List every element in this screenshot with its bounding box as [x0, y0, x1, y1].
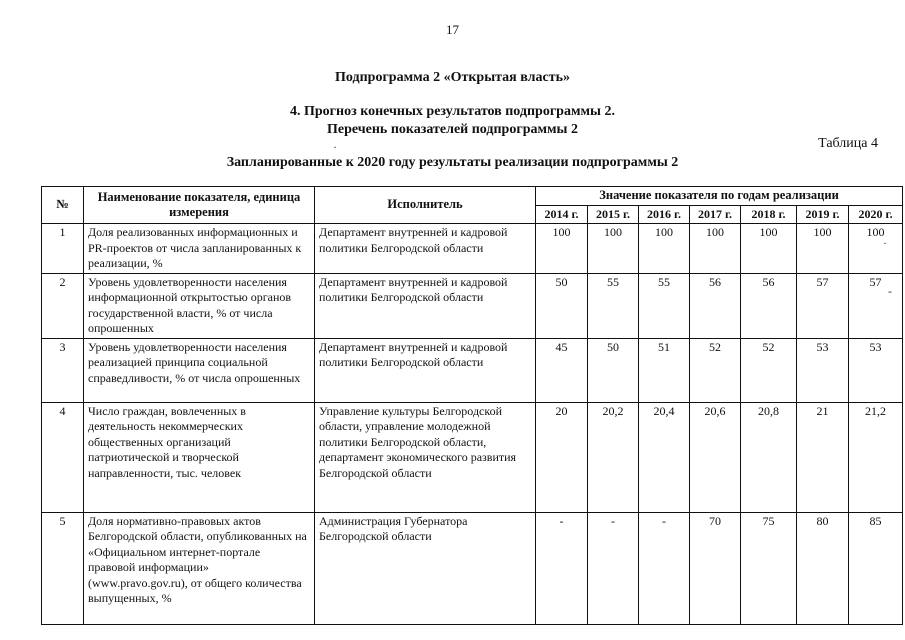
- row-number: 4: [42, 402, 84, 512]
- value-cell: 21,2: [849, 402, 903, 512]
- table-row: [42, 338, 903, 402]
- header-year: 2018 г.: [741, 205, 797, 224]
- value-cell: 100: [690, 224, 741, 274]
- table-row: [42, 273, 903, 338]
- value-cell: 21: [797, 402, 849, 512]
- value-cell: -: [639, 512, 690, 624]
- value-cell: 53: [797, 338, 849, 402]
- table-row: [42, 512, 903, 624]
- value-cell: 75: [741, 512, 797, 624]
- section-title-line-1: 4. Прогноз конечных результатов подпрограммы 2.: [290, 104, 615, 119]
- row-number: 2: [42, 273, 84, 338]
- value-cell: 56: [741, 273, 797, 338]
- value-cell: 100: [588, 224, 639, 274]
- value-cell: 100: [797, 224, 849, 274]
- scan-dot: ·: [883, 236, 887, 250]
- value-cell: 56: [690, 273, 741, 338]
- value-cell: 85: [849, 512, 903, 624]
- value-cell: 57: [797, 273, 849, 338]
- value-cell: 50: [588, 338, 639, 402]
- value-cell: 55: [588, 273, 639, 338]
- indicator-name: Доля нормативно-правовых актов Белгородской области, опубликованных на «Официальном интернет-портале правовой информации» (www.pravo.gov.ru), от общего количества выпущенных, %: [84, 512, 315, 624]
- page-number: 17: [446, 22, 459, 37]
- header-executor: Исполнитель: [315, 187, 536, 224]
- value-cell: 45: [536, 338, 588, 402]
- executor: Департамент внутренней и кадровой политики Белгородской области: [315, 224, 536, 274]
- header-values-group: Значение показателя по годам реализации: [536, 187, 903, 206]
- section-title-line-2: Перечень показателей подпрограммы 2: [327, 122, 578, 137]
- scan-dot: ·: [333, 140, 337, 154]
- header-num: №: [42, 187, 84, 224]
- value-cell: 100: [741, 224, 797, 274]
- table-label: Таблица 4: [818, 136, 878, 151]
- executor: Департамент внутренней и кадровой политики Белгородской области: [315, 338, 536, 402]
- header-year: 2020 г.: [849, 205, 903, 224]
- value-cell: 20,6: [690, 402, 741, 512]
- value-cell: 53: [849, 338, 903, 402]
- indicator-name: Уровень удовлетворенности населения информационной открытостью органов государственной власти, % от числа опрошенных: [84, 273, 315, 338]
- value-cell: 70: [690, 512, 741, 624]
- results-table: [41, 186, 903, 625]
- value-cell: 20,4: [639, 402, 690, 512]
- header-row-top: [42, 187, 903, 206]
- row-number: 3: [42, 338, 84, 402]
- value-cell: 100: [536, 224, 588, 274]
- value-cell: 52: [741, 338, 797, 402]
- table-row: [42, 224, 903, 274]
- value-cell: -: [588, 512, 639, 624]
- value-cell: 51: [639, 338, 690, 402]
- value-cell: 100: [849, 224, 903, 274]
- header-year: 2015 г.: [588, 205, 639, 224]
- value-cell: 20,2: [588, 402, 639, 512]
- header-year: 2016 г.: [639, 205, 690, 224]
- executor: Администрация Губернатора Белгородской области: [315, 512, 536, 624]
- table-row: [42, 402, 903, 512]
- value-cell: 57: [849, 273, 903, 338]
- header-year: 2019 г.: [797, 205, 849, 224]
- indicator-name: Уровень удовлетворенности населения реализацией принципа социальной справедливости, % от числа опрошенных: [84, 338, 315, 402]
- value-cell: 52: [690, 338, 741, 402]
- table-caption: Запланированные к 2020 году результаты реализации подпрограммы 2: [226, 155, 679, 170]
- value-cell: 55: [639, 273, 690, 338]
- value-cell: 50: [536, 273, 588, 338]
- executor: Управление культуры Белгородской области, управление молодежной политики Белгородской области, департамент экономического развития Белгородской области: [315, 402, 536, 512]
- indicator-name: Доля реализованных информационных и PR-проектов от числа запланированных к реализации, %: [84, 224, 315, 274]
- header-year: 2017 г.: [690, 205, 741, 224]
- value-cell: -: [536, 512, 588, 624]
- scan-dot: -: [888, 284, 892, 298]
- value-cell: 80: [797, 512, 849, 624]
- value-cell: 100: [639, 224, 690, 274]
- subprogram-title: Подпрограмма 2 «Открытая власть»: [335, 70, 570, 85]
- header-year: 2014 г.: [536, 205, 588, 224]
- value-cell: 20,8: [741, 402, 797, 512]
- header-name: Наименование показателя, единица измерения: [84, 187, 315, 224]
- row-number: 5: [42, 512, 84, 624]
- executor: Департамент внутренней и кадровой политики Белгородской области: [315, 273, 536, 338]
- row-number: 1: [42, 224, 84, 274]
- value-cell: 20: [536, 402, 588, 512]
- indicator-name: Число граждан, вовлеченных в деятельность некоммерческих общественных организаций патриотической и творческой направленности, тыс. человек: [84, 402, 315, 512]
- section-title: [0, 103, 905, 139]
